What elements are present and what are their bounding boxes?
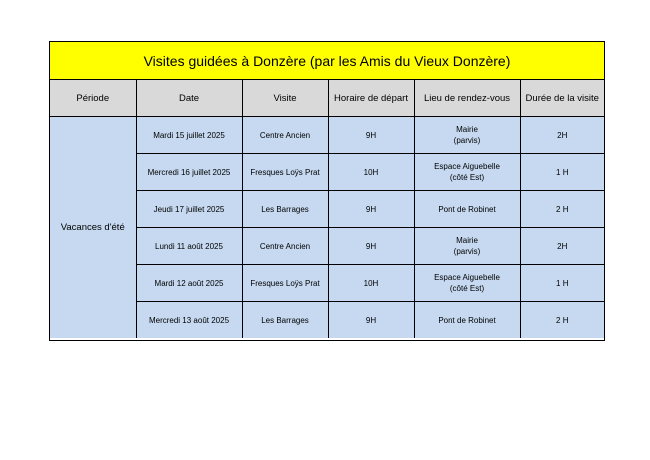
duree-cell: 2 H [520, 191, 604, 228]
visite-cell: Centre Ancien [242, 117, 328, 154]
lieu-detail: (parvis) [453, 136, 481, 145]
date-cell: Jeudi 17 juillet 2025 [136, 191, 242, 228]
table-row [50, 117, 604, 154]
lieu-cell [414, 228, 520, 265]
header-date: Date [136, 80, 242, 117]
lieu-line: Espace Aiguebelle [434, 273, 500, 282]
header-row [50, 80, 604, 117]
date-cell: Mercredi 16 juillet 2025 [136, 154, 242, 191]
horaire-cell: 9H [328, 228, 414, 265]
visite-cell: Fresques Loÿs Prat [242, 265, 328, 302]
duree-cell: 2H [520, 228, 604, 265]
duree-cell: 1 H [520, 265, 604, 302]
date-cell: Mardi 15 juillet 2025 [136, 117, 242, 154]
lieu-detail: (parvis) [453, 247, 481, 256]
horaire-cell: 9H [328, 191, 414, 228]
visite-cell: Fresques Loÿs Prat [242, 154, 328, 191]
table-title: Visites guidées à Donzère (par les Amis du Vieux Donzère) [50, 42, 604, 80]
lieu-cell [414, 154, 520, 191]
lieu-cell [414, 265, 520, 302]
header-visite: Visite [242, 80, 328, 117]
date-cell: Lundi 11 août 2025 [136, 228, 242, 265]
horaire-cell: 10H [328, 265, 414, 302]
date-cell: Mardi 12 août 2025 [136, 265, 242, 302]
visite-cell: Les Barrages [242, 191, 328, 228]
visite-cell: Les Barrages [242, 302, 328, 339]
duree-cell: 2H [520, 117, 604, 154]
horaire-cell: 9H [328, 117, 414, 154]
schedule-table [50, 80, 604, 338]
lieu-cell: Pont de Robinet [414, 302, 520, 339]
lieu-detail: (côté Est) [449, 173, 485, 182]
lieu-line: Espace Aiguebelle [434, 162, 500, 171]
visite-cell: Centre Ancien [242, 228, 328, 265]
header-lieu: Lieu de rendez-vous [414, 80, 520, 117]
header-duree: Durée de la visite [520, 80, 604, 117]
header-horaire: Horaire de départ [328, 80, 414, 117]
schedule-document [49, 41, 605, 341]
header-periode: Période [50, 80, 136, 117]
horaire-cell: 10H [328, 154, 414, 191]
lieu-line: Mairie [456, 236, 478, 245]
lieu-cell [414, 117, 520, 154]
horaire-cell: 9H [328, 302, 414, 339]
lieu-cell: Pont de Robinet [414, 191, 520, 228]
duree-cell: 1 H [520, 154, 604, 191]
period-cell: Vacances d'été [50, 117, 136, 339]
lieu-detail: (côté Est) [449, 284, 485, 293]
date-cell: Mercredi 13 août 2025 [136, 302, 242, 339]
duree-cell: 2 H [520, 302, 604, 339]
lieu-line: Mairie [456, 125, 478, 134]
